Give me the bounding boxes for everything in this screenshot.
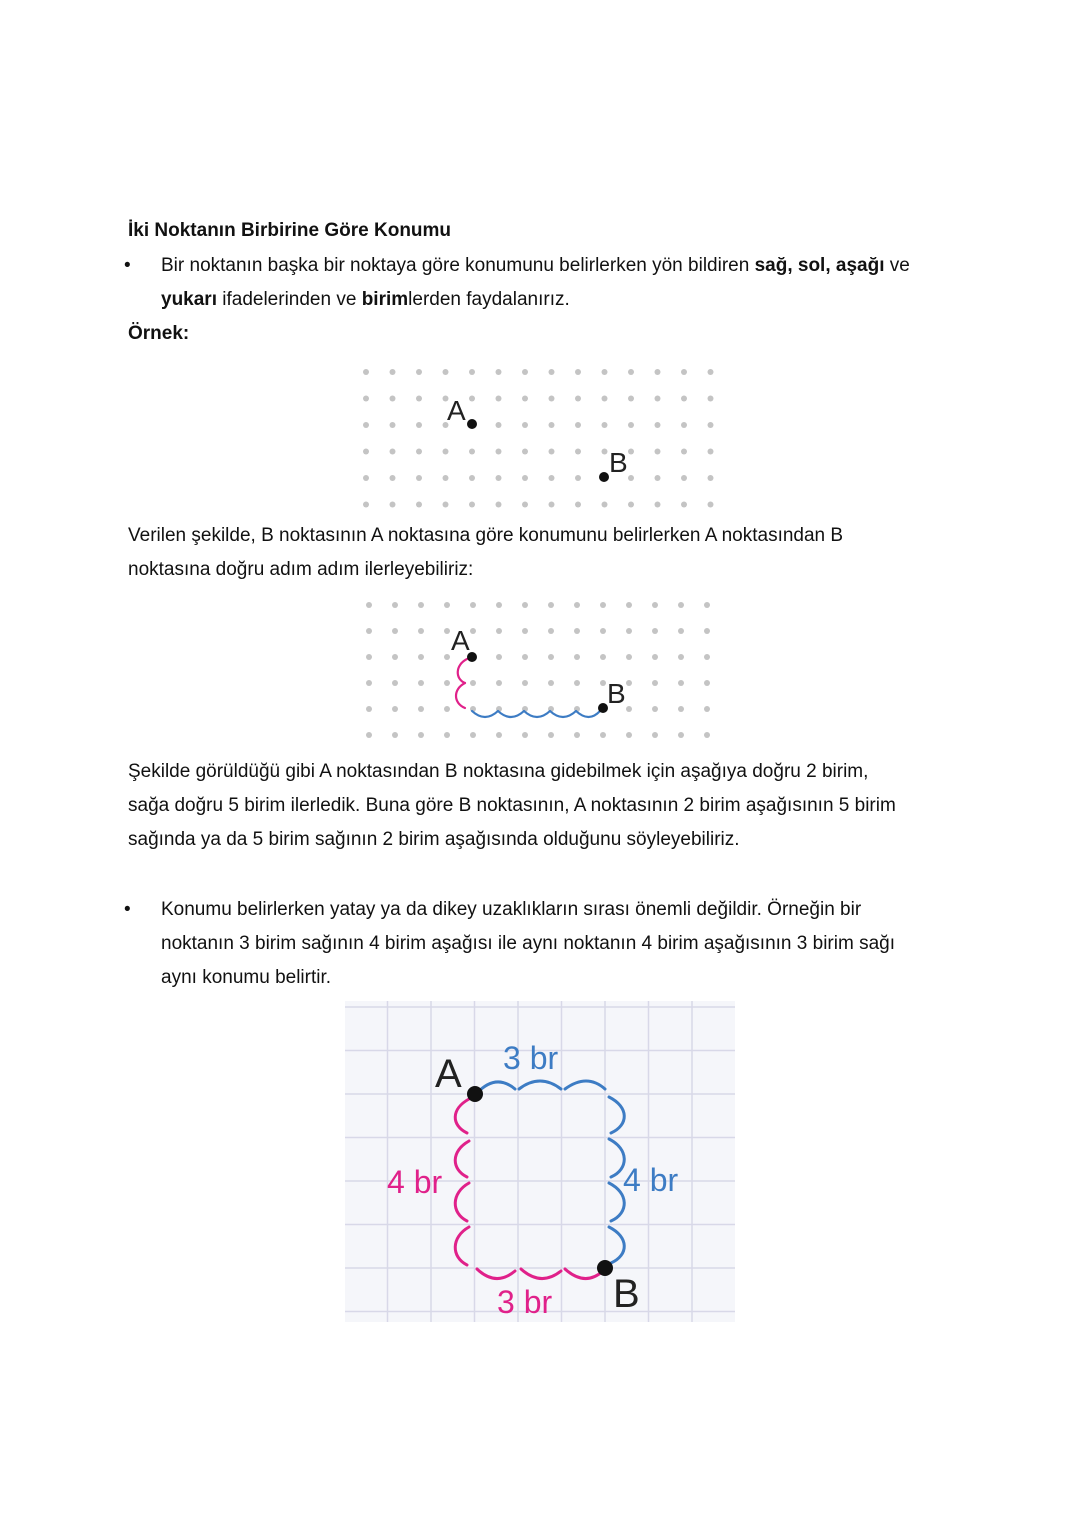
grid-dot — [416, 502, 422, 508]
grid-dot — [600, 602, 606, 608]
grid-dot — [574, 680, 580, 686]
grid-dot — [469, 369, 475, 375]
grid-dot — [496, 732, 502, 738]
grid-dot — [626, 628, 632, 634]
grid-dot — [549, 396, 555, 402]
grid-dot — [469, 475, 475, 481]
grid-dot — [655, 369, 661, 375]
example-label: Örnek: — [128, 323, 190, 344]
grid-dot — [708, 369, 714, 375]
grid-dot — [628, 449, 634, 455]
grid-dot — [522, 369, 528, 375]
grid-dot — [444, 654, 450, 660]
grid-dot — [496, 502, 502, 508]
grid-dot — [681, 449, 687, 455]
left-distance-label: 4 br — [387, 1164, 443, 1200]
grid-dot — [600, 680, 606, 686]
grid-dot — [681, 396, 687, 402]
grid-dot — [652, 680, 658, 686]
grid-dot — [444, 706, 450, 712]
grid-dot — [704, 654, 710, 660]
down-step-arrow-2 — [456, 683, 465, 708]
grid-dot — [522, 396, 528, 402]
grid-dot — [444, 602, 450, 608]
grid-dot — [655, 502, 661, 508]
grid-dot — [496, 628, 502, 634]
grid-dot — [496, 449, 502, 455]
grid-dot — [548, 680, 554, 686]
grid-dot — [390, 369, 396, 375]
point-b-label: B — [607, 678, 626, 709]
bottom-distance-label: 3 br — [497, 1284, 553, 1320]
grid-dot — [549, 475, 555, 481]
grid-dot — [416, 369, 422, 375]
grid-dot — [416, 422, 422, 428]
grid-dot — [678, 680, 684, 686]
point-a-marker — [467, 1086, 483, 1102]
grid-dot — [522, 732, 528, 738]
dot-grid-figure-1 — [355, 362, 725, 512]
grid-dot — [443, 369, 449, 375]
grid-dot — [470, 602, 476, 608]
grid-dot — [602, 422, 608, 428]
right-step-arrow-2 — [498, 711, 524, 717]
grid-dot — [704, 706, 710, 712]
grid-dot — [704, 628, 710, 634]
paragraph-1: Verilen şekilde, B noktasının A noktasına göre konumunu belirlerken A noktasından B noktasına doğru adım adım ilerleyebiliriz: — [128, 525, 844, 580]
grid-dot — [363, 422, 369, 428]
grid-dot — [392, 628, 398, 634]
grid-dot — [708, 502, 714, 508]
grid-dot — [652, 654, 658, 660]
grid-dot — [602, 449, 608, 455]
grid-dot — [708, 449, 714, 455]
grid-dot — [600, 628, 606, 634]
point-a-label: A — [451, 625, 470, 656]
grid-dot — [652, 732, 658, 738]
grid-dot — [496, 396, 502, 402]
grid-dot — [575, 422, 581, 428]
right-step-arrow-4 — [550, 711, 576, 717]
grid-dot — [470, 732, 476, 738]
grid-dot — [392, 602, 398, 608]
grid-dot — [704, 680, 710, 686]
grid-dot — [628, 396, 634, 402]
grid-dot — [418, 680, 424, 686]
down-step-arrow-1 — [458, 659, 467, 683]
grid-dot — [600, 732, 606, 738]
grid-dot — [392, 732, 398, 738]
grid-dot — [678, 602, 684, 608]
grid-dot — [681, 475, 687, 481]
grid-dot — [549, 422, 555, 428]
grid-dot — [522, 602, 528, 608]
grid-dot — [444, 732, 450, 738]
grid-dot — [363, 449, 369, 455]
grid-dot — [652, 602, 658, 608]
grid-dot — [363, 475, 369, 481]
grid-dot — [678, 706, 684, 712]
grid-dot — [548, 654, 554, 660]
grid-dot — [681, 502, 687, 508]
point-b-marker — [599, 472, 609, 482]
grid-dot — [704, 602, 710, 608]
grid-dot — [470, 680, 476, 686]
grid-dot — [418, 732, 424, 738]
right-step-arrow-1 — [472, 711, 498, 717]
grid-dot — [575, 396, 581, 402]
grid-dot — [655, 422, 661, 428]
grid-dot — [574, 602, 580, 608]
bullet-1-text: Bir noktanın başka bir noktaya göre konumunu belirlerken yön bildiren sağ, sol, aşağı ve yukarı ifadelerinden ve birimlerden faydalanırız. — [161, 255, 910, 310]
point-b-label: B — [613, 1272, 640, 1316]
grid-dot — [522, 628, 528, 634]
grid-dot — [600, 654, 606, 660]
grid-dot — [496, 680, 502, 686]
grid-dot — [366, 732, 372, 738]
grid-dot — [416, 449, 422, 455]
grid-dot — [443, 449, 449, 455]
grid-dot — [548, 602, 554, 608]
right-step-arrow-5 — [576, 711, 600, 717]
grid-dot — [655, 396, 661, 402]
grid-dot — [444, 628, 450, 634]
grid-dot — [549, 449, 555, 455]
grid-dot — [470, 628, 476, 634]
point-a-label: A — [435, 1052, 462, 1096]
grid-dot — [678, 732, 684, 738]
grid-dot — [655, 449, 661, 455]
grid-dot — [678, 628, 684, 634]
grid-dot — [390, 396, 396, 402]
grid-dot — [392, 680, 398, 686]
point-a-marker — [467, 419, 477, 429]
dot-grid-figure-2 — [355, 595, 725, 745]
grid-dot — [678, 654, 684, 660]
section-heading: İki Noktanın Birbirine Göre Konumu — [128, 220, 452, 241]
grid-dot — [549, 502, 555, 508]
grid-dot — [522, 449, 528, 455]
grid-dot — [496, 654, 502, 660]
grid-dot — [496, 422, 502, 428]
grid-dot — [418, 628, 424, 634]
grid-dot — [469, 396, 475, 402]
paragraph-2: Şekilde görüldüğü gibi A noktasından B noktasına gidebilmek için aşağıya doğru 2 birim, sağa doğru 5 birim ilerledik. Buna göre B noktasının, A noktasının 2 birim aşağısının 5 birim sağında ya da 5 birim sağının 2 birim aşağısında olduğunu söyleyebiliriz. — [128, 761, 896, 850]
grid-dot — [522, 475, 528, 481]
grid-dot — [522, 422, 528, 428]
bullet-2-text: Konumu belirlerken yatay ya da dikey uzaklıkların sırası önemli değildir. Örneğin bir noktanın 3 birim sağının 4 birim aşağısı ile aynı noktanın 4 birim aşağısının 3 birim sağı aynı konumu belirtir. — [161, 899, 895, 988]
grid-dot — [549, 369, 555, 375]
bullet-icon: • — [124, 899, 131, 920]
grid-dot — [363, 502, 369, 508]
grid-dot — [390, 422, 396, 428]
grid-dot — [496, 475, 502, 481]
square-grid-figure — [345, 1001, 735, 1322]
point-a-label: A — [447, 395, 466, 426]
grid-dot — [626, 732, 632, 738]
grid-dot — [626, 680, 632, 686]
grid-dot — [575, 502, 581, 508]
grid-dot — [575, 449, 581, 455]
grid-dot — [444, 680, 450, 686]
grid-dot — [602, 369, 608, 375]
grid-dot — [392, 654, 398, 660]
grid-dot — [574, 654, 580, 660]
grid-dot — [575, 369, 581, 375]
grid-dot — [704, 732, 710, 738]
grid-dot — [366, 602, 372, 608]
grid-dot — [363, 369, 369, 375]
grid-dot — [469, 449, 475, 455]
right-step-arrow-3 — [524, 711, 550, 717]
grid-dot — [575, 475, 581, 481]
dot-grid — [363, 369, 714, 508]
grid-dot — [443, 502, 449, 508]
grid-dot — [548, 732, 554, 738]
grid-dot — [626, 706, 632, 712]
bullet-icon: • — [124, 255, 131, 276]
grid-dot — [602, 502, 608, 508]
grid-dot — [522, 654, 528, 660]
grid-dot — [392, 706, 398, 712]
grid-dot — [418, 706, 424, 712]
grid-dot — [366, 628, 372, 634]
grid-dot — [628, 475, 634, 481]
grid-dot — [681, 422, 687, 428]
grid-dot — [366, 680, 372, 686]
point-b-label: B — [609, 447, 628, 478]
grid-dot — [522, 680, 528, 686]
right-distance-label: 4 br — [623, 1162, 679, 1198]
grid-dot — [655, 475, 661, 481]
grid-dot — [628, 369, 634, 375]
grid-dot — [652, 706, 658, 712]
grid-dot — [652, 628, 658, 634]
grid-dot — [418, 654, 424, 660]
point-b-marker — [597, 1260, 613, 1276]
grid-dot — [390, 449, 396, 455]
grid-dot — [443, 475, 449, 481]
grid-dot — [602, 396, 608, 402]
grid-dot — [628, 422, 634, 428]
grid-dot — [366, 706, 372, 712]
grid-dot — [708, 396, 714, 402]
grid-dot — [681, 369, 687, 375]
grid-dot — [708, 475, 714, 481]
grid-dot — [626, 602, 632, 608]
grid-dot — [418, 602, 424, 608]
grid-dot — [574, 732, 580, 738]
grid-dot — [469, 502, 475, 508]
grid-dot — [626, 654, 632, 660]
grid-dot — [363, 396, 369, 402]
grid-dot — [522, 502, 528, 508]
grid-dot — [574, 628, 580, 634]
grid-dot — [390, 502, 396, 508]
grid-dot — [708, 422, 714, 428]
grid-dot — [416, 396, 422, 402]
top-distance-label: 3 br — [503, 1040, 559, 1076]
grid-dot — [496, 602, 502, 608]
grid-dot — [366, 654, 372, 660]
grid-dot — [416, 475, 422, 481]
grid-dot — [496, 369, 502, 375]
grid-dot — [628, 502, 634, 508]
grid-dot — [390, 475, 396, 481]
grid-dot — [548, 628, 554, 634]
